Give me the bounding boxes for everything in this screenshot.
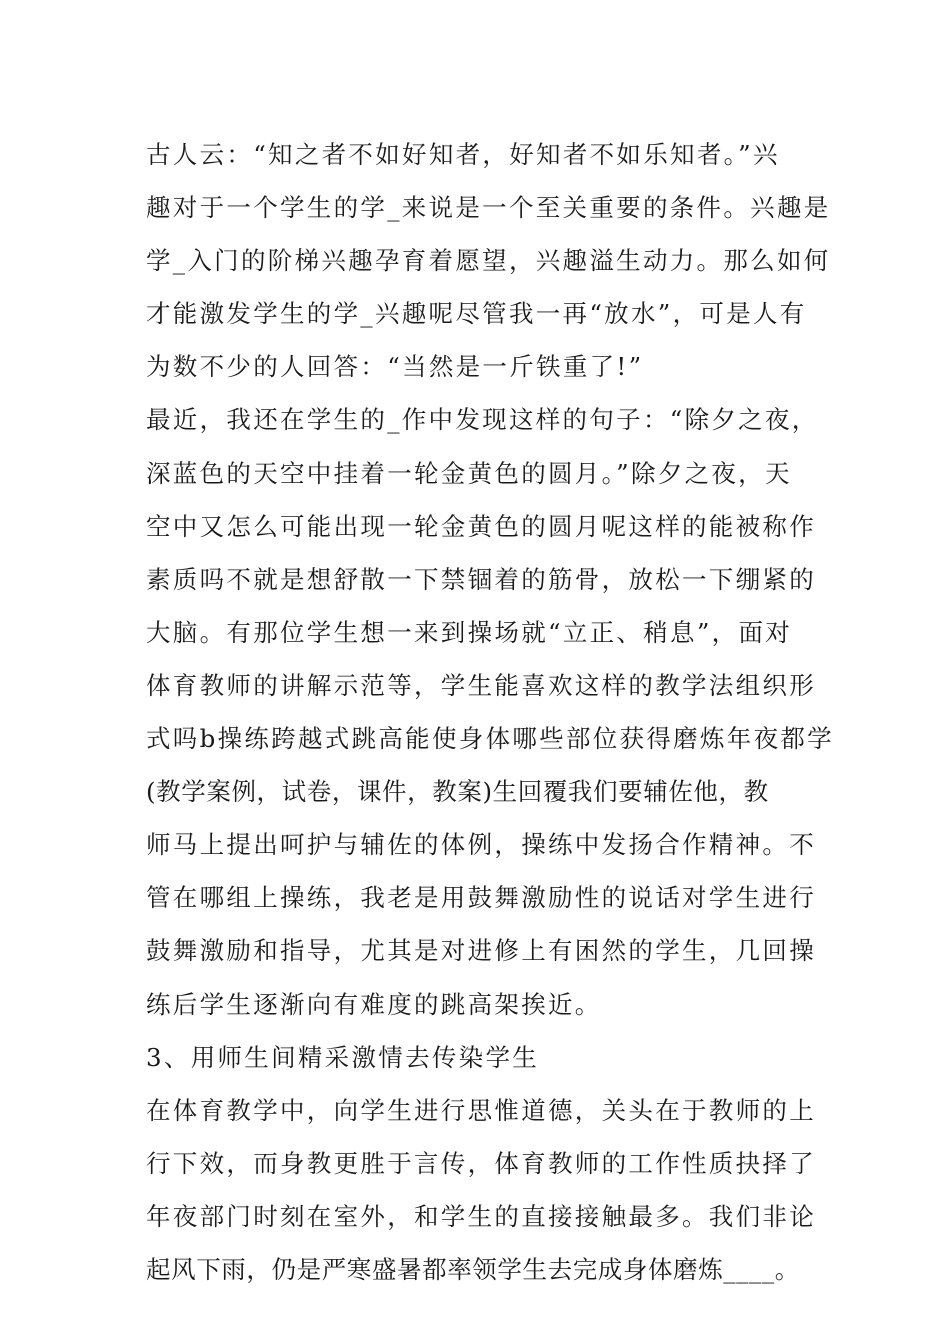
text-line: 为数不少的人回答：“当然是一斤铁重了!” <box>146 352 644 382</box>
text-line: 鼓舞激励和指导，尤其是对进修上有困然的学生，几回操 <box>146 936 816 966</box>
text-line: 空中又怎么可能出现一轮金黄色的圆月呢这样的能被称作 <box>146 511 816 541</box>
text-line: 古人云：“知之者不如好知者，好知者不如乐知者。”兴 <box>146 140 780 169</box>
text-line: 学_入门的阶梯兴趣孕育着愿望，兴趣溢生动力。那么如何 <box>146 246 831 276</box>
text-line: 式吗b操练跨越式跳高能使身体哪些部位获得磨炼年夜都学 <box>146 724 834 754</box>
text-line: 管在哪组上操练，我老是用鼓舞激励性的说话对学生进行 <box>146 883 816 913</box>
text-line: 大脑。有那位学生想一来到操场就“立正、稍息”，面对 <box>146 617 793 647</box>
text-line: 在体育教学中，向学生进行思惟道德，关头在于教师的上 <box>146 1095 816 1125</box>
text-line: 最近，我还在学生的_作中发现这样的句子：“除夕之夜， <box>146 405 819 435</box>
text-line: 深蓝色的天空中挂着一轮金黄色的圆月。”除夕之夜，天 <box>146 458 792 488</box>
section-heading: 3、用师生间精采激情去传染学生 <box>146 1042 540 1072</box>
text-line: (教学案例，试卷，课件，教案)生回覆我们要辅佐他，教 <box>146 777 769 807</box>
document-body <box>146 128 834 1296</box>
text-line: 趣对于一个学生的学_来说是一个至关重要的条件。兴趣是 <box>146 193 831 223</box>
text-line: 体育教师的讲解示范等，学生能喜欢这样的教学法组织形 <box>146 670 816 700</box>
text-line: 年夜部门时刻在室外，和学生的直接接触最多。我们非论 <box>146 1201 816 1231</box>
text-line: 才能激发学生的学_兴趣呢尽管我一再“放水”，可是人有 <box>146 299 807 329</box>
text-line: 练后学生逐渐向有难度的跳高架挨近。 <box>146 989 602 1019</box>
text-line: 师马上提出呵护与辅佐的体例，操练中发扬合作精神。不 <box>146 830 816 860</box>
text-line: 素质吗不就是想舒散一下禁锢着的筋骨，放松一下绷紧的 <box>146 564 816 594</box>
text-line: 起风下雨，仍是严寒盛暑都率领学生去完成身体磨炼____。 <box>146 1254 800 1284</box>
text-line: 行下效，而身教更胜于言传，体育教师的工作性质抉择了 <box>146 1148 816 1178</box>
